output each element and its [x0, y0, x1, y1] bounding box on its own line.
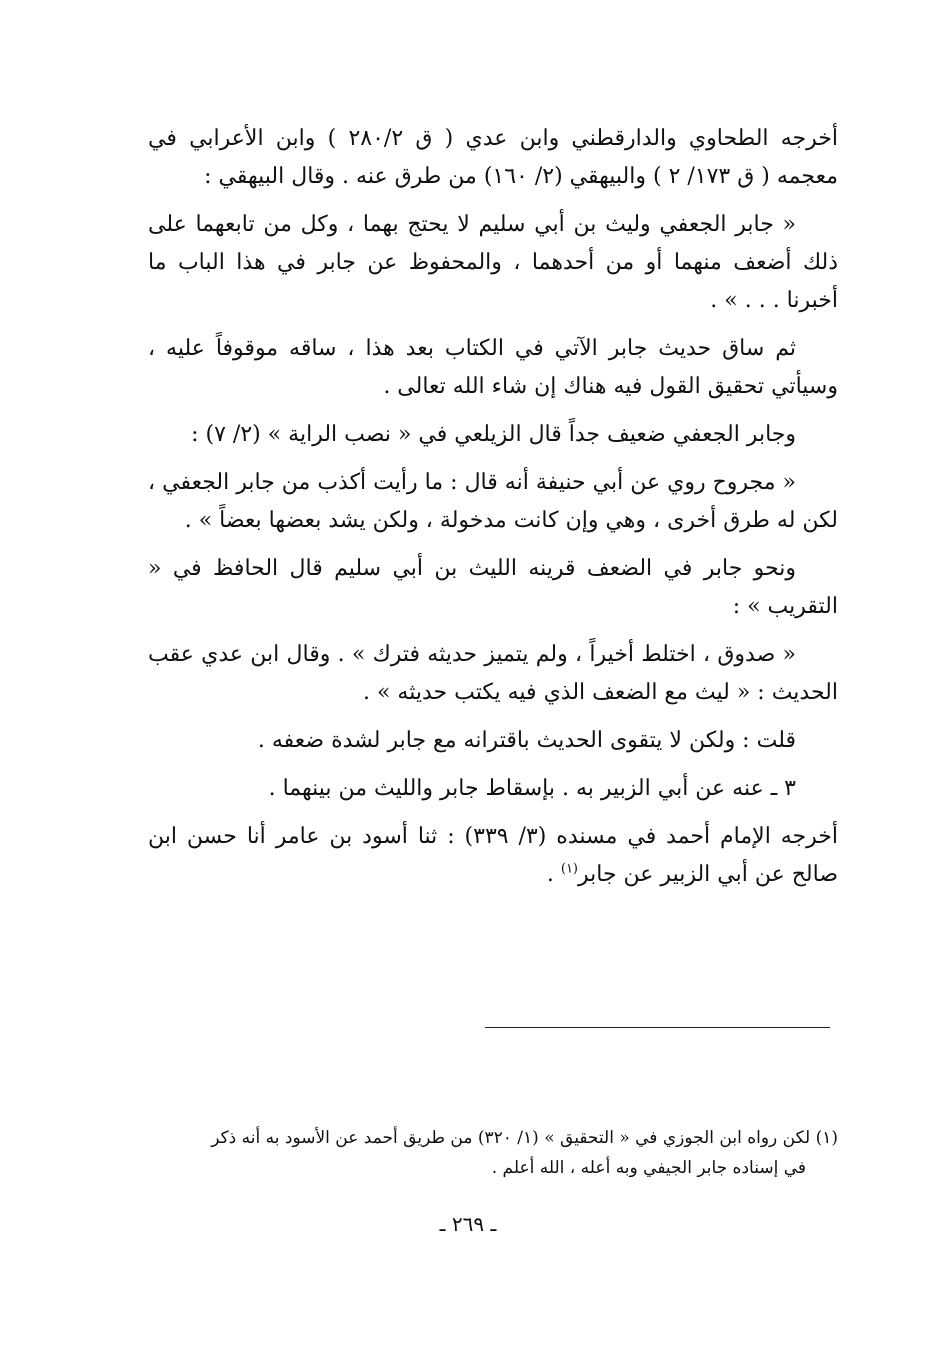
paragraph-ahmad-end: .	[546, 862, 561, 887]
paragraph-mawquf-note: ثم ساق حديث جابر الآتي في الكتاب بعد هذا ، ساقه موقوفاً عليه ، وسيأتي تحقيق القول فيه هناك إن شاء الله تعالى .	[148, 336, 838, 399]
paragraph-zaylai-quote: « مجروح روي عن أبي حنيفة أنه قال : ما رأيت أكذب من جابر الجعفي ، لكن له طرق أخرى ، وهي وإن كانت مدخولة ، ولكن يشد بعضها بعضاً » .	[148, 470, 838, 533]
paragraph-layth: ونحو جابر في الضعف قرينه الليث بن أبي سليم قال الحافظ في « التقريب » :	[148, 556, 838, 619]
paragraph-qultu: قلت : ولكن لا يتقوى الحديث باقترانه مع جابر لشدة ضعفه .	[257, 728, 796, 753]
paragraph-ahmad-text: أخرجه الإمام أحمد في مسنده (٣/ ٣٣٩) : ثنا أسود بن عامر أنا حسن ابن صالح عن أبي الزبير عن جابر	[148, 824, 838, 887]
paragraph-taqrib-quote: « صدوق ، اختلط أخيراً ، ولم يتميز حديثه فترك » . وقال ابن عدي عقب الحديث : « ليث مع الضعف الذي فيه يكتب حديثه » .	[148, 642, 838, 705]
footnote-line-2: في إسناده جابر الجيفي وبه أعله ، الله أعلم .	[491, 1158, 806, 1178]
footnote-marker[interactable]: (١)	[560, 861, 578, 877]
main-text	[148, 120, 838, 904]
paragraph-bayhaqi-quote: « جابر الجعفي وليث بن أبي سليم لا يحتج بهما ، وكل من تابعهما على ذلك أضعف منهما أو من أحدهما ، والمحفوظ عن جابر في هذا الباب ما أخبرنا . . . » .	[148, 212, 838, 313]
paragraph-ahmad-musnad	[148, 818, 838, 894]
footnote-line-1: (١) لكن رواه ابن الجوزي في « التحقيق » (١/ ٣٢٠) من طريق أحمد عن الأسود به أنه ذكر	[211, 1128, 838, 1148]
paragraph-jabir-weak: وجابر الجعفي ضعيف جداً قال الزيلعي في « نصب الراية » (٢/ ٧) :	[191, 422, 796, 447]
footnote	[150, 1123, 838, 1183]
footnote-separator	[485, 1027, 830, 1028]
paragraph-third-route: ٣ ـ عنه عن أبي الزبير به . بإسقاط جابر والليث من بينهما .	[268, 776, 796, 801]
paragraph-takhrij: أخرجه الطحاوي والدارقطني وابن عدي ( ق ٢٨٠/٢ ) وابن الأعرابي في معجمه ( ق ١٧٣/ ٢ ) والبيهقي (٢/ ١٦٠) من طرق عنه . وقال البيهقي :	[148, 126, 838, 189]
page-number: ـ ٢٦٩ ـ	[439, 1212, 497, 1236]
